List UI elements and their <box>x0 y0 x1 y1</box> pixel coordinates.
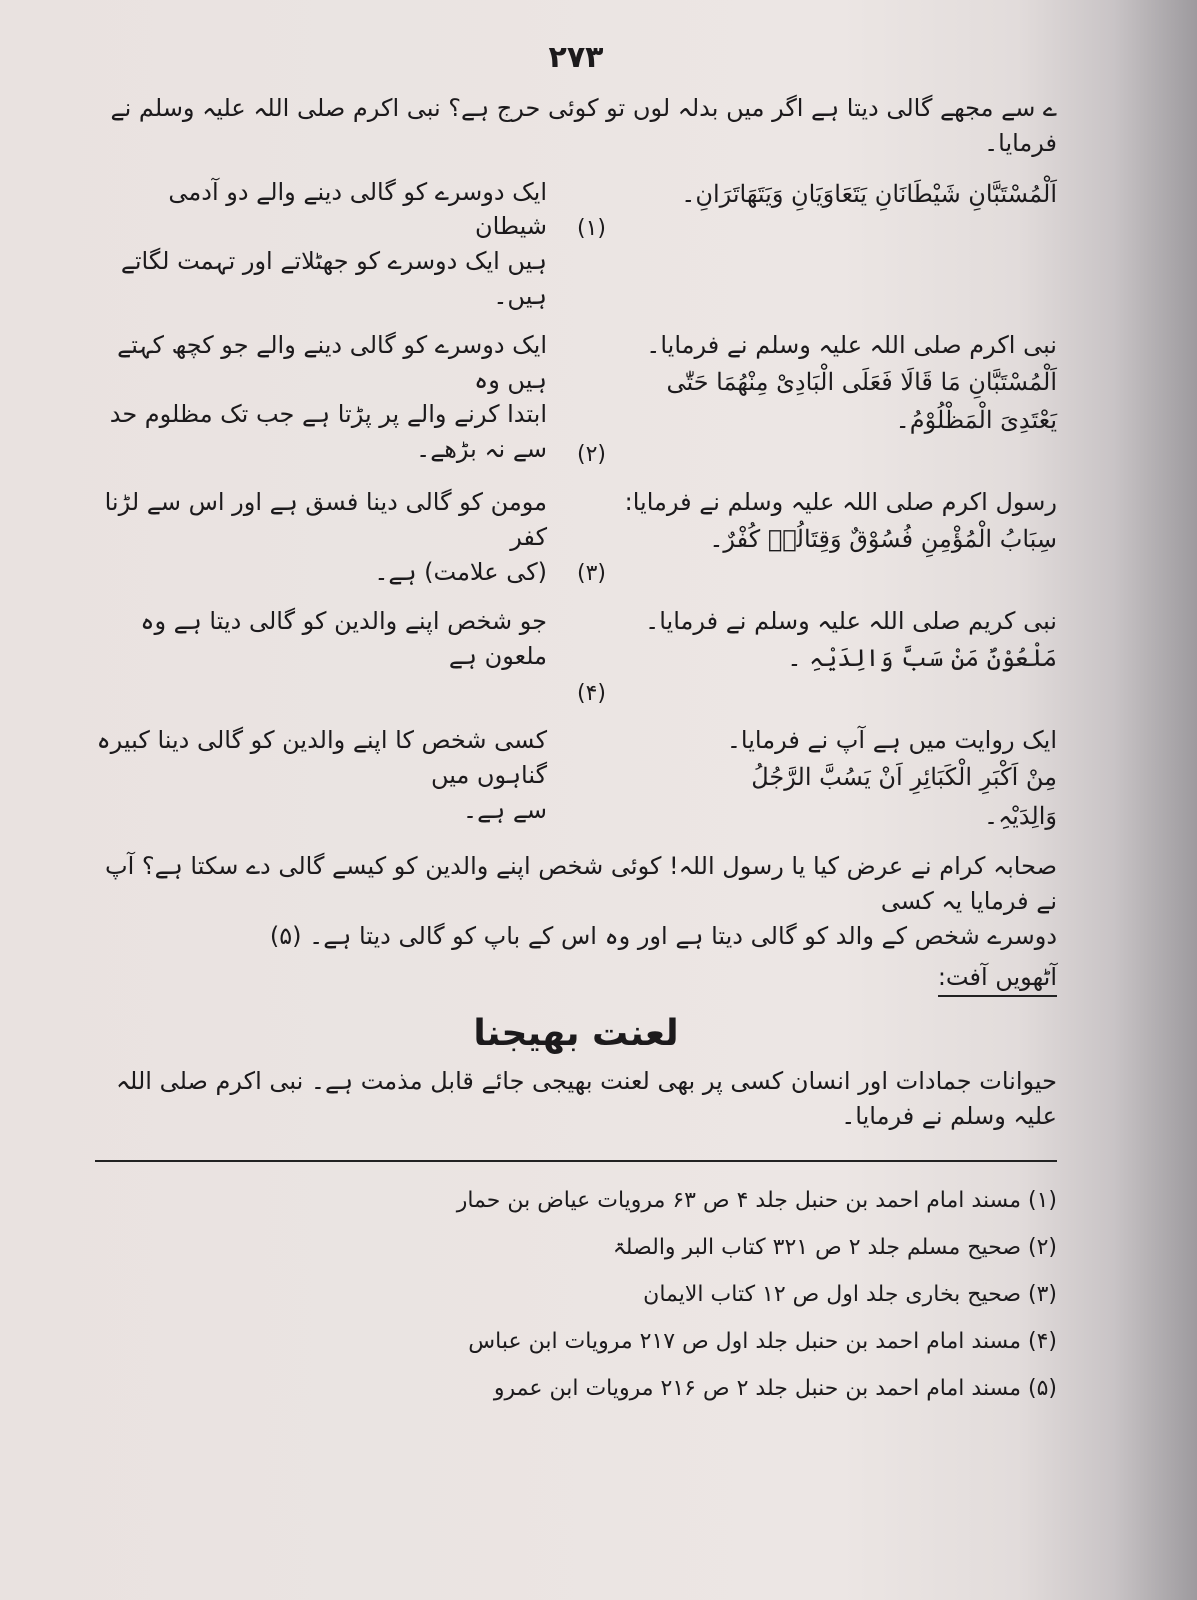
hadith-4 <box>95 604 1057 709</box>
companions-paragraph: صحابہ کرام نے عرض کیا یا رسول اللہ! کوئی شخص اپنے والدین کو کیسے گالی دے سکتا ہے؟ آپ نے فرمایا یہ کسی <box>105 851 1057 915</box>
footnote: (۴) مسند امام احمد بن حنبل جلد اول ص ۲۱۷ مرویات ابن عباس <box>468 1328 1057 1354</box>
section-intro: حیوانات جمادات اور انسان کسی پر بھی لعنت بھیجی جائے قابل مذمت ہے۔ نبی اکرم صلی اللہ علیہ وسلم نے فرمایا۔ <box>115 1067 1057 1131</box>
intro-4: نبی کریم صلی اللہ علیہ وسلم نے فرمایا۔ <box>645 607 1057 636</box>
hadith-2-arabic: اَلْمُسْتَبَّانِ مَا قَالَا فَعَلَی الْبَادِیْ مِنْهُمَا حَتّٰی <box>666 367 1057 396</box>
intro-3: رسول اکرم صلی اللہ علیہ وسلم نے فرمایا: <box>624 488 1057 517</box>
intro-line: ے سے مجھے گالی دیتا ہے اگر میں بدلہ لوں تو کوئی حرج ہے؟ نبی اکرم صلی اللہ علیہ وسلم نے فرمایا۔ <box>110 94 1057 157</box>
hadith-4-translation: جو شخص اپنے والدین کو گالی دیتا ہے وہ ملعون ہے <box>140 607 547 671</box>
footnote: (۵) مسند امام احمد بن حنبل جلد ۲ ص ۲۱۶ مرویات ابن عمرو <box>493 1375 1057 1401</box>
hadith-1-translation: ایک دوسرے کو گالی دینے والے دو آدمی شیطان <box>168 177 547 241</box>
footnote: (۲) صحیح مسلم جلد ۲ ص ۳۲۱ کتاب البر والصلۃ <box>612 1234 1057 1260</box>
section-heading: لعنت بھیجنا <box>473 1013 679 1055</box>
hadith-5-translation: سے ہے۔ <box>463 796 547 824</box>
intro-2: نبی اکرم صلی اللہ علیہ وسلم نے فرمایا۔ <box>646 330 1057 359</box>
footnote-ref: (۴) <box>577 680 607 706</box>
hadith-3-translation: (کی علامت) ہے۔ <box>374 557 547 586</box>
hadith-3 <box>95 485 1057 590</box>
footnote-ref: (۱) <box>577 215 607 241</box>
intro-5: ایک روایت میں ہے آپ نے فرمایا۔ <box>726 726 1057 755</box>
hadith-1-translation: ہیں ایک دوسرے کو جھٹلاتے اور تہمت لگاتے ہیں۔ <box>120 247 547 310</box>
hadith-5-arabic: مِنْ اَکْبَرِ الْکَبَائِرِ اَنْ یَسُبَّ الرَّجُلُ <box>751 763 1057 792</box>
hadith-5-translation: کسی شخص کا اپنے والدین کو گالی دینا کبیرہ گناہوں میں <box>96 726 547 790</box>
section-label: آٹھویں آفت: <box>938 963 1057 997</box>
hadith-2-translation: ایک دوسرے کو گالی دینے والے جو کچھ کہتے ہیں وہ <box>117 330 547 394</box>
hadith-2 <box>95 328 1057 471</box>
hadith-5-arabic: وَالِدَیْہِ۔ <box>984 801 1057 830</box>
hadith-3-translation: مومن کو گالی دینا فسق ہے اور اس سے لڑنا کفر <box>104 488 547 552</box>
footnote: (۳) صحیح بخاری جلد اول ص ۱۲ کتاب الایمان <box>643 1281 1057 1307</box>
footnote-divider <box>95 1160 1057 1162</box>
footnote-ref: (۲) <box>577 442 607 468</box>
hadith-4-arabic: مَلْعُوْنٌ مَنْ سَبَّ وَالِدَیْہِ ۔ <box>787 644 1057 673</box>
footnote-ref: (۳) <box>577 561 607 587</box>
page-number: ۲۷۳ <box>548 40 604 75</box>
footnote: (۱) مسند امام احمد بن حنبل جلد ۴ ص ۶۳ مرویات عیاض بن حمار <box>456 1187 1057 1213</box>
hadith-2-translation: ابتدا کرنے والے پر پڑتا ہے جب تک مظلوم حد سے نہ بڑھے۔ <box>109 400 547 464</box>
companions-paragraph: دوسرے شخص کے والد کو گالی دیتا ہے اور وہ اس کے باپ کو گالی دیتا ہے۔ (۵) <box>269 921 1057 950</box>
hadith-2-arabic: یَعْتَدِیَ الْمَظْلُوْمُ۔ <box>895 405 1057 434</box>
hadith-3-arabic: سِبَابُ الْمُؤْمِنِ فُسُوْقٌ وَقِتَالُہٗ کُفْرٌ۔ <box>709 525 1057 554</box>
hadith-1-arabic: اَلْمُسْتَبَّانِ شَیْطَانَانِ یَتَعَاوَیَانِ وَیَتَهَاتَرَانِ۔ <box>681 179 1057 208</box>
hadith-5 <box>95 723 1057 835</box>
hadith-1 <box>95 175 1057 314</box>
